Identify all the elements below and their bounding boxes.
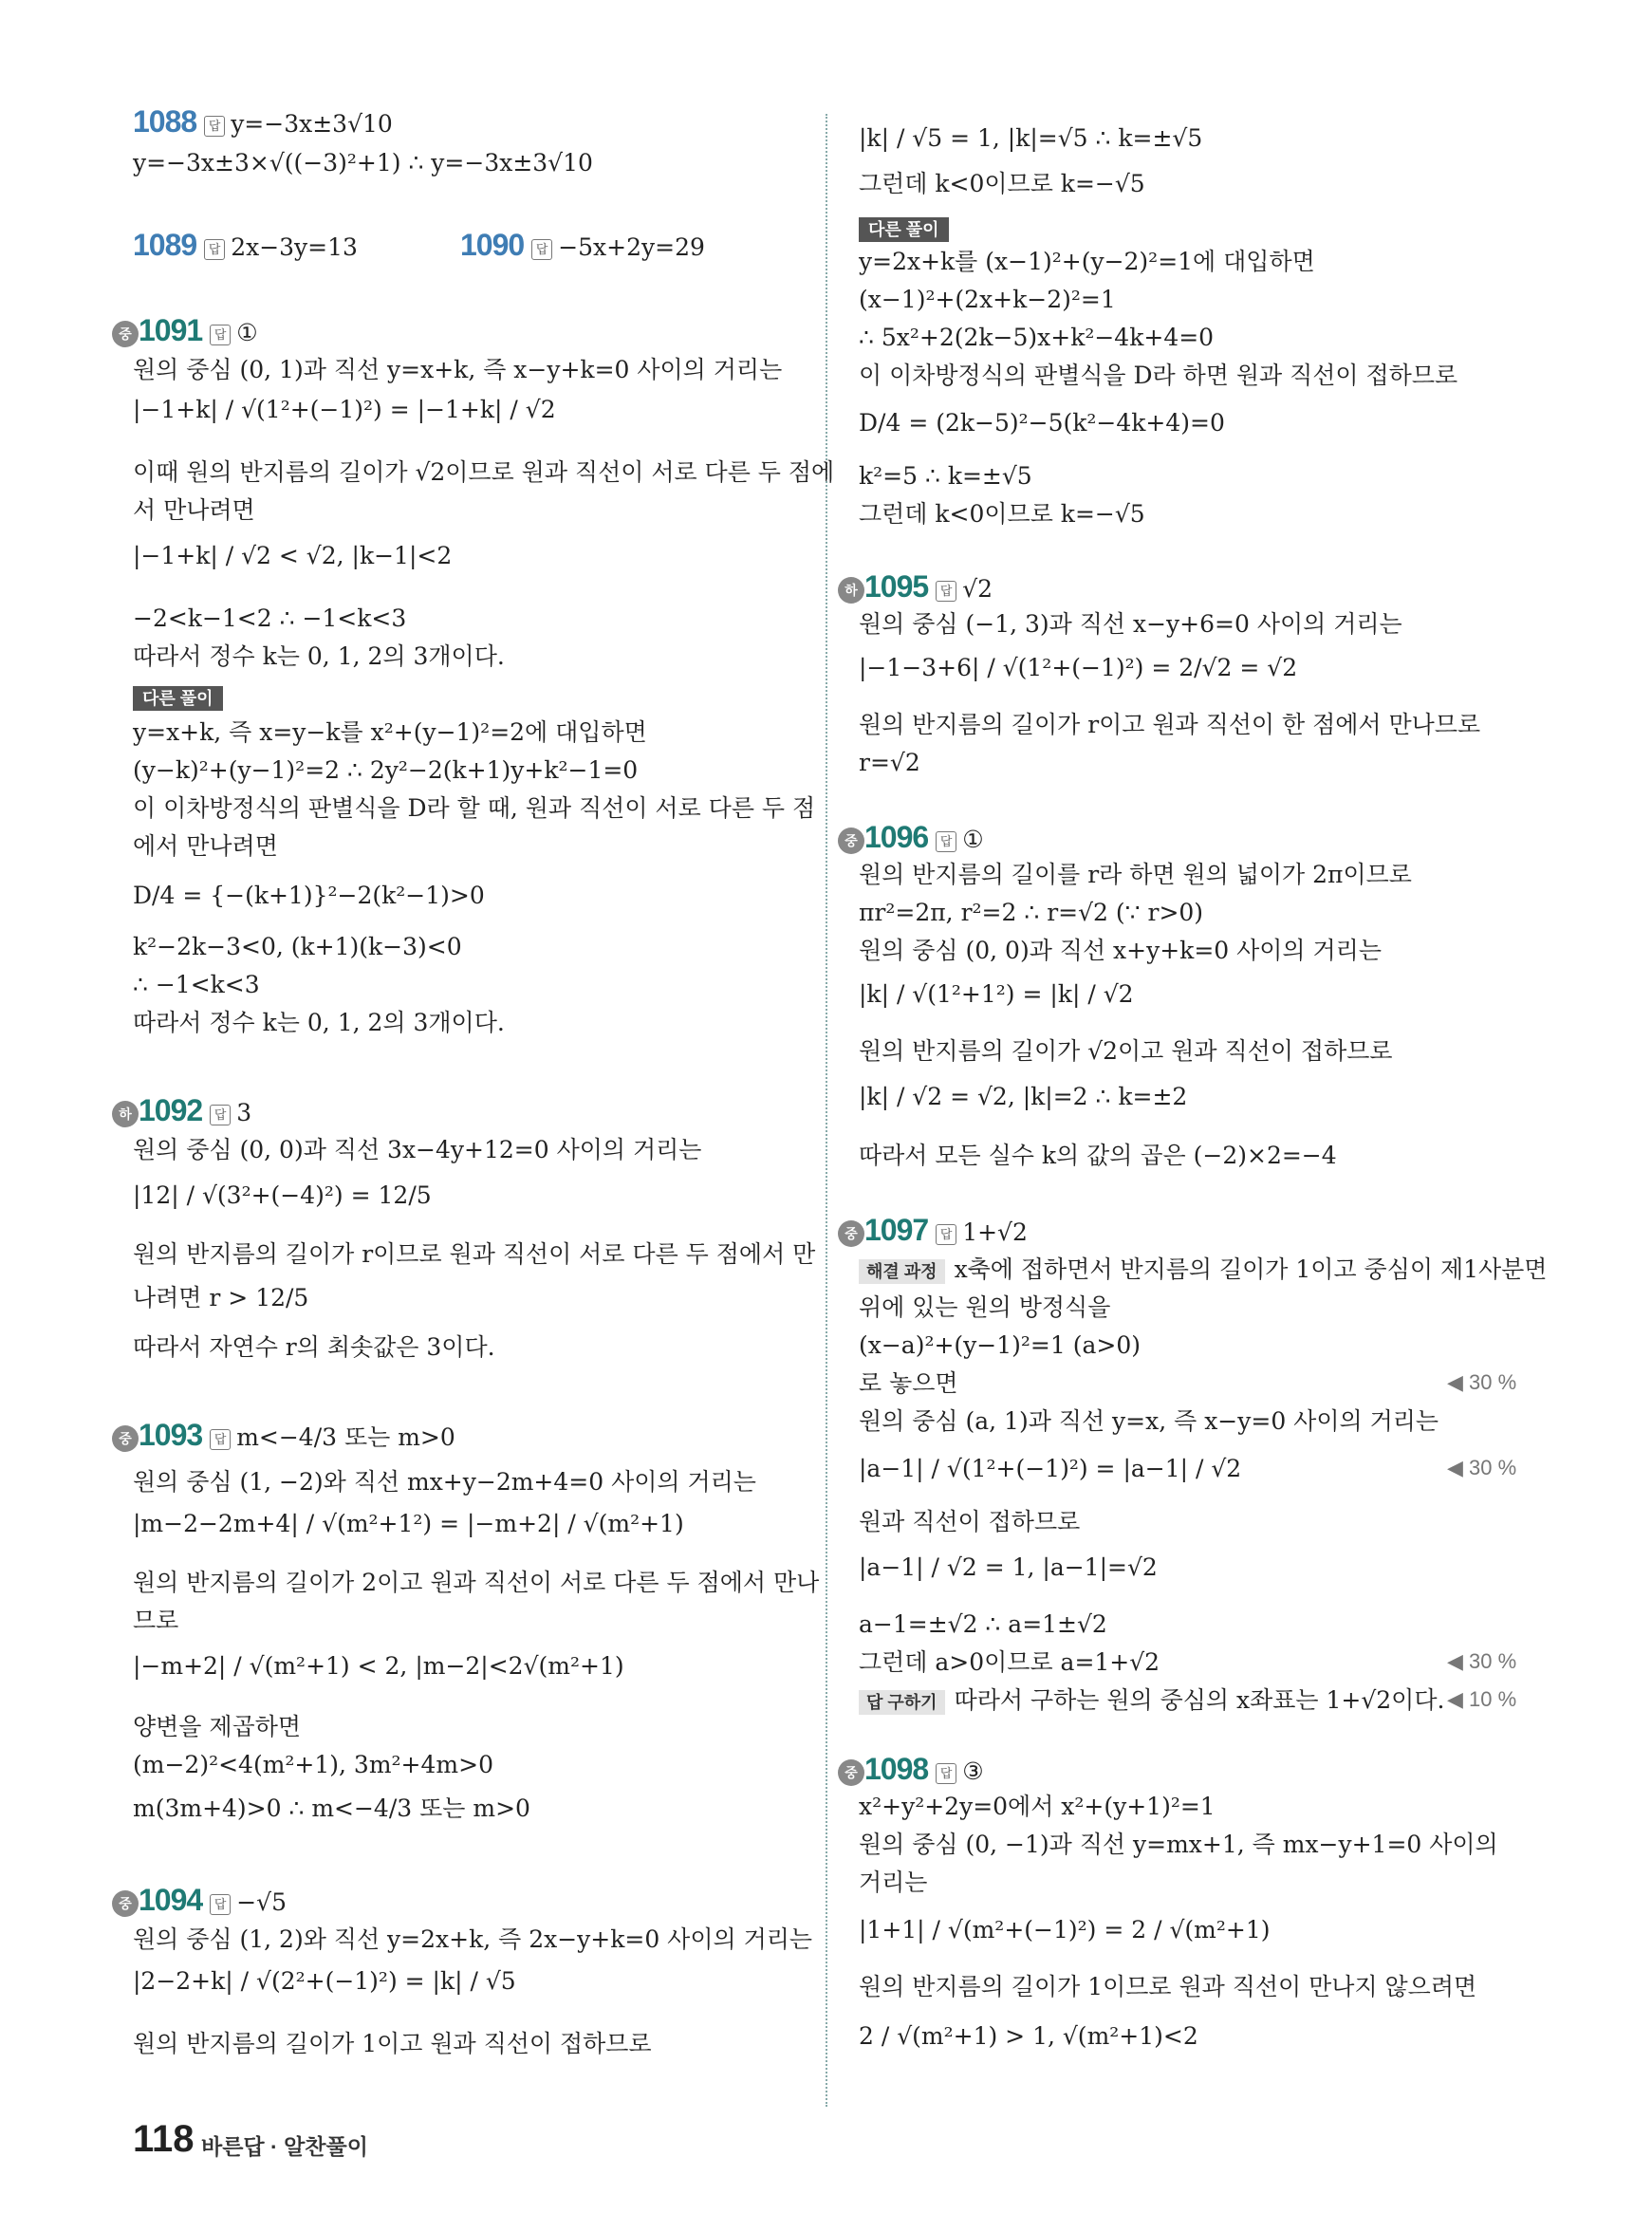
solution-line: 원의 반지름의 길이가 √2이고 원과 직선이 접하므로 [859,1037,1393,1065]
solution-line: (y−k)²+(y−1)²=2 ∴ 2y²−2(k+1)y+k²−1=0 [133,756,639,784]
solution-line: (m−2)²<4(m²+1), 3m²+4m>0 [133,1751,493,1778]
problem-number: 1088 [133,104,197,139]
problem-number: 1089 [133,228,197,262]
level-badge: 하 [838,577,864,604]
step-tag: 답 구하기 [859,1690,945,1715]
solution-line: |−1+k| / √(1²+(−1)²) = |−1+k| / √2 [133,396,556,423]
answer-icon: 답 [210,1429,231,1450]
solution-line: 원의 중심 (1, 2)와 직선 y=2x+k, 즉 2x−y+k=0 사이의 거리는 [133,1925,813,1953]
problem-answer: ① [236,319,258,346]
solution-line: 원의 중심 (1, −2)와 직선 mx+y−2m+4=0 사이의 거리는 [133,1468,756,1496]
solution-line: 이 이차방정식의 판별식을 D라 할 때, 원과 직선이 서로 다른 두 점 [133,794,816,822]
solution-line: 따라서 자연수 r의 최솟값은 3이다. [133,1333,495,1361]
alt-solution-tag: 다른 풀이 [859,213,949,243]
problem-answer: −√5 [236,1888,287,1916]
answer-icon: 답 [936,1763,956,1784]
solution-line: (x−a)²+(y−1)²=1 (a>0) [859,1331,1141,1359]
solution-line: 원의 중심 (0, 0)과 직선 x+y+k=0 사이의 거리는 [859,937,1382,964]
solution-line: |1+1| / √(m²+(−1)²) = 2 / √(m²+1) [859,1916,1271,1943]
answer-icon: 답 [936,581,956,602]
level-badge: 하 [112,1101,139,1127]
answer-icon: 답 [210,1894,231,1915]
solution-line: 원의 반지름의 길이가 1이고 원과 직선이 접하므로 [133,2030,652,2057]
solution-line: 따라서 모든 실수 k의 값의 곱은 (−2)×2=−4 [859,1142,1337,1169]
solution-line: πr²=2π, r²=2 ∴ r=√2 (∵ r>0) [859,899,1204,926]
solution-line: y=−3x±3×√((−3)²+1) ∴ y=−3x±3√10 [133,149,593,177]
solution-line: D/4 = {−(k+1)}²−2(k²−1)>0 [133,882,485,909]
problem-1096-header [864,822,984,855]
solution-line: x²+y²+2y=0에서 x²+(y+1)²=1 [859,1793,1216,1820]
solution-line: 원의 반지름의 길이가 r이고 원과 직선이 한 점에서 만나므로 [859,711,1481,738]
problem-number: 1098 [864,1752,929,1786]
level-badge: 중 [112,1890,139,1917]
problem-answer: ③ [962,1757,984,1785]
solution-line: k²−2k−3<0, (k+1)(k−3)<0 [133,933,462,960]
solution-line: D/4 = (2k−5)²−5(k²−4k+4)=0 [859,409,1225,437]
footer-label: 바른답 · 알찬풀이 [201,2134,368,2159]
solution-line: 원의 중심 (0, 1)과 직선 y=x+k, 즉 x−y+k=0 사이의 거리는 [133,356,783,383]
solution-line: 이 이차방정식의 판별식을 D라 하면 원과 직선이 접하므로 [859,362,1458,389]
score-percent: ◀ 10 % [1447,1687,1517,1711]
solution-line: −2<k−1<2 ∴ −1<k<3 [133,604,407,632]
answer-icon: 답 [936,1224,956,1245]
solution-line: 로 놓으면 [859,1369,958,1397]
problem-answer: 2x−3y=13 [231,233,358,261]
problem-answer: 1+√2 [962,1218,1028,1246]
solution-line: 따라서 정수 k는 0, 1, 2의 3개이다. [133,1009,505,1036]
solution-line: |k| / √5 = 1, |k|=√5 ∴ k=±√5 [859,124,1203,152]
answer-icon: 답 [204,239,225,260]
solution-line: 원의 반지름의 길이가 1이므로 원과 직선이 만나지 않으려면 [859,1973,1477,2000]
alt-solution-tag: 다른 풀이 [133,681,223,712]
problem-answer: ① [962,826,984,853]
solution-line: |−1+k| / √2 < √2, |k−1|<2 [133,542,453,569]
solution-line: 원과 직선이 접하므로 [859,1508,1081,1535]
answer-icon: 답 [531,239,552,260]
problem-answer: −5x+2y=29 [558,233,705,261]
problem-1092-header [139,1095,251,1128]
column-divider [826,114,827,2107]
solution-line: 므로 [133,1607,179,1634]
score-percent: ◀ 30 % [1447,1649,1517,1673]
solution-line: |k| / √(1²+1²) = |k| / √2 [859,980,1134,1008]
solution-line: |2−2+k| / √(2²+(−1)²) = |k| / √5 [133,1967,516,1995]
problem-1094-header [139,1885,287,1918]
solution-line: 원의 반지름의 길이를 r라 하면 원의 넓이가 2π이므로 [859,861,1412,888]
solution-line: ∴ −1<k<3 [133,971,260,998]
problem-number: 1090 [460,228,525,262]
solution-line: 원의 중심 (0, 0)과 직선 3x−4y+12=0 사이의 거리는 [133,1136,702,1163]
solution-line: y=x+k, 즉 x=y−k를 x²+(y−1)²=2에 대입하면 [133,718,647,746]
problem-1088-header [133,106,393,139]
solution-line: 양변을 제곱하면 [133,1713,301,1740]
problem-answer: y=−3x±3√10 [231,110,393,138]
answer-icon: 답 [204,116,225,137]
solution-line: 서 만나려면 [133,496,255,524]
solution-line: a−1=±√2 ∴ a=1±√2 [859,1610,1107,1638]
problem-answer: √2 [962,575,993,603]
solution-line: 원의 반지름의 길이가 r이므로 원과 직선이 서로 다른 두 점에서 만 [133,1240,816,1268]
solution-line: 에서 만나려면 [133,832,278,860]
solution-line: ∴ 5x²+2(2k−5)x+k²−4k+4=0 [859,324,1215,351]
problem-number: 1093 [139,1418,203,1452]
solution-line: 원의 중심 (0, −1)과 직선 y=mx+1, 즉 mx−y+1=0 사이의 [859,1831,1498,1858]
solution-line: |−m+2| / √(m²+1) < 2, |m−2|<2√(m²+1) [133,1652,624,1680]
level-badge: 중 [112,1425,139,1452]
answer-icon: 답 [210,1105,231,1125]
solution-line: 따라서 정수 k는 0, 1, 2의 3개이다. [133,642,505,670]
solution-line: 2 / √(m²+1) > 1, √(m²+1)<2 [859,2022,1198,2050]
solution-line: y=2x+k를 (x−1)²+(y−2)²=1에 대입하면 [859,248,1315,275]
solution-line: 답 구하기 따라서 구하는 원의 중심의 x좌표는 1+√2이다. [859,1685,1444,1716]
problem-1089-header [133,230,358,263]
solution-line: |a−1| / √(1²+(−1)²) = |a−1| / √2 [859,1455,1242,1482]
solution-line: 해결 과정 x축에 접하면서 반지름의 길이가 1이고 중심이 제1사분면 [859,1255,1547,1285]
step-tag: 해결 과정 [859,1259,945,1284]
problem-number: 1094 [139,1883,203,1917]
solution-line: |k| / √2 = √2, |k|=2 ∴ k=±2 [859,1083,1188,1110]
solution-line: |a−1| / √2 = 1, |a−1|=√2 [859,1553,1158,1581]
problem-1098-header [864,1754,984,1787]
problem-number: 1096 [864,820,929,854]
score-percent: ◀ 30 % [1447,1456,1517,1479]
problem-answer: m<−4/3 또는 m>0 [236,1423,455,1451]
solution-line: 원의 반지름의 길이가 2이고 원과 직선이 서로 다른 두 점에서 만나 [133,1569,820,1596]
solution-line: 원의 중심 (−1, 3)과 직선 x−y+6=0 사이의 거리는 [859,610,1402,638]
problem-number: 1091 [139,313,203,347]
score-percent: ◀ 30 % [1447,1370,1517,1394]
solution-line: r=√2 [859,749,920,776]
level-badge: 중 [838,1220,864,1247]
problem-1091-header [139,315,258,348]
solution-line: 위에 있는 원의 방정식을 [859,1293,1111,1321]
problem-1097-header [864,1215,1028,1248]
solution-line: m(3m+4)>0 ∴ m<−4/3 또는 m>0 [133,1795,530,1822]
solution-line: |m−2−2m+4| / √(m²+1²) = |−m+2| / √(m²+1) [133,1510,684,1537]
problem-number: 1097 [864,1213,929,1247]
problem-1095-header [864,571,993,604]
solution-line: 그런데 k<0이므로 k=−√5 [859,170,1145,197]
page-number: 118 [133,2118,195,2160]
solution-line: |12| / √(3²+(−4)²) = 12/5 [133,1181,432,1209]
solution-line: k²=5 ∴ k=±√5 [859,462,1032,490]
answer-icon: 답 [936,831,956,852]
level-badge: 중 [838,1759,864,1786]
level-badge: 중 [838,828,864,854]
solution-line: 거리는 [859,1869,928,1896]
solution-line: 이때 원의 반지름의 길이가 √2이므로 원과 직선이 서로 다른 두 점에 [133,458,835,486]
solution-line: |−1−3+6| / √(1²+(−1)²) = 2/√2 = √2 [859,654,1298,681]
problem-number: 1095 [864,569,929,604]
problem-answer: 3 [236,1099,252,1126]
solution-line: 그런데 k<0이므로 k=−√5 [859,500,1145,528]
solution-line: (x−1)²+(2x+k−2)²=1 [859,286,1116,313]
answer-icon: 답 [210,325,231,345]
solution-line: 그런데 a>0이므로 a=1+√2 [859,1648,1160,1676]
solution-line: 원의 중심 (a, 1)과 직선 y=x, 즉 x−y=0 사이의 거리는 [859,1407,1439,1435]
level-badge: 중 [112,321,139,347]
problem-number: 1092 [139,1093,203,1127]
problem-1090-header [460,230,705,263]
solution-line: 나려면 r > 12/5 [133,1284,309,1311]
problem-1093-header [139,1420,455,1453]
